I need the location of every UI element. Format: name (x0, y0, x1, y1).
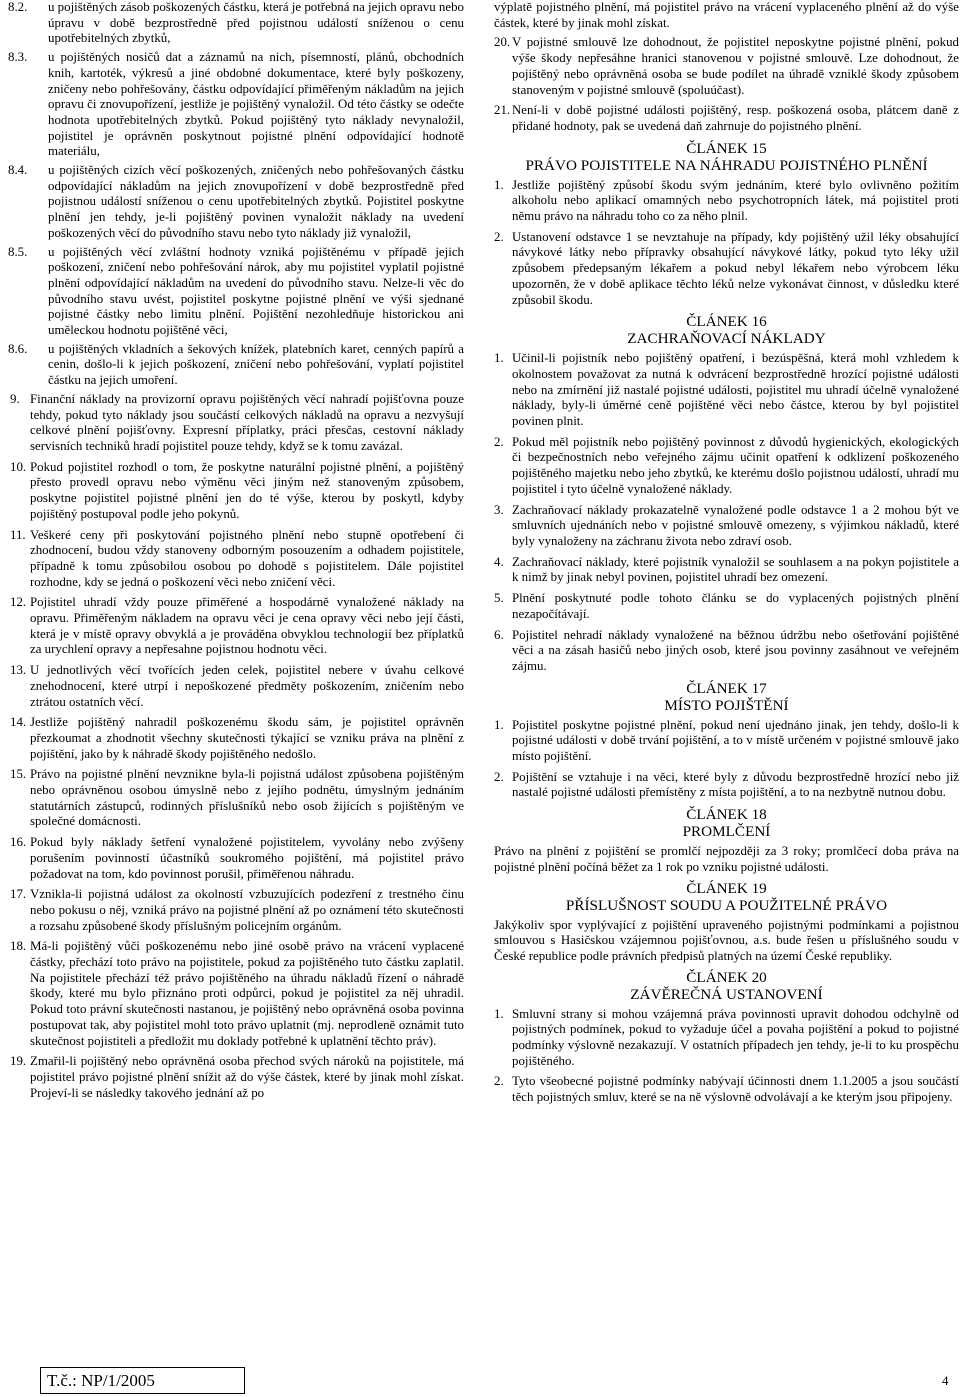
item-number: 19. (10, 1054, 27, 1069)
item-text: Tyto všeobecné pojistné podmínky nabývají účinnosti dnem 1.1.2005 a jsou součástí těch pojistných smluv, které se na ně výslovně odvolávají a ke kterým jsou připojeny. (512, 1074, 959, 1105)
item-text: Právo na pojistné plnění nevznikne byla-li pojistná událost způsobena pojištěným nebo oprávněnou osobou úmyslně nebo z jejího podnětu, úmyslným jednáním statutárních zástupců, rodinných příslušníků nebo osob žijících s pojištěným ve společné domácnosti. (30, 767, 464, 829)
item-number: 8.3. (8, 50, 28, 65)
article-header (494, 680, 959, 714)
item-text: Plnění poskytnuté podle tohoto článku se do vyplacených pojistných plnění nezapočítávají. (512, 591, 959, 621)
article-header (494, 969, 959, 1003)
item-text: u pojištěných vkladních a šekových knížek, platebních karet, cenných papírů a cenin, došlo-li k jejich poškození, zničení nebo pohřešování, vyplatí pojistitel částku na jejich umoření. (48, 341, 464, 388)
item-text: u pojištěných zásob poškozených částku, která je potřebná na jejich opravu nebo úpravu v době bezprostředně před pojistnou událostí sníženou o cenu upotřebitelných zbytků, (48, 0, 464, 46)
clause (494, 1007, 959, 1070)
left-column (8, 0, 464, 1106)
sub-clause (8, 342, 464, 389)
item-number: 1. (494, 1006, 504, 1021)
sub-clause (8, 0, 464, 47)
item-number: 1. (494, 351, 504, 366)
item-number: 6. (494, 627, 504, 642)
item-text: Není-li v době pojistné události pojištěný, resp. poškozená osoba, plátcem daně z přidané hodnoty, pak se uvedená daň zahrnuje do pojistného plnění. (512, 103, 959, 133)
item-text: Zachraňovací náklady prokazatelně vynaložené podle odstavce 1 a 2 mohou být ve smluvních ujednáních nebo v pojistné smlouvě omezeny, s výjimkou nákladů, které byly vynaloženy na záchranu života nebo zdraví osob. (512, 502, 959, 548)
item-number: 18. (10, 939, 27, 954)
clause (494, 628, 959, 675)
item-text: Má-li pojištěný vůči poškozenému nebo jiné osobě právo na vrácení vyplacené částky, přechází toto právo na pojistitele, pokud za pojištěného tuto částku zaplatil. Na pojistitele přechází též právo pojištěného na úhradu nákladů řízení o náhradě škody, které mu bylo přiznáno proti odpůrci, pokud je pojistitel za něj uhradil. Pokud toto právní skutečnosti nastanou, je pojištěný nebo oprávněná osoba povinna postupovat tak, aby pojistitel mohl toto právo uplatnit (mj. neprodleně oznámit tuto skutečnost pojistiteli a předložit mu doklady potřebné k uplatnění těchto práv). (30, 939, 464, 1048)
clause (8, 1054, 464, 1101)
right-column (494, 0, 959, 1111)
article-number: ČLÁNEK 16 (686, 313, 767, 331)
article-paragraph: Jakýkoliv spor vyplývající z pojištění upraveného pojistnými podmínkami a pojistnou smlouvou s Hasičskou vzájemnou pojišťovnou, a.s. bude řešen u příslušného soudu v České republice podle právních předpisů platných na území České republiky. (494, 917, 959, 963)
clause (494, 230, 959, 309)
item-text: U jednotlivých věcí tvořících jeden celek, pojistitel nebere v úvahu celkové znehodnocení, které utrpí i nepoškozené předměty poškozením, zničením nebo ztrátou ostatních věcí. (30, 663, 464, 709)
clause (8, 392, 464, 455)
clause (8, 595, 464, 658)
item-text: Zachraňovací náklady, které pojistník vynaložil se souhlasem a na pokyn pojistitele a k nimž by jinak nebyl povinen, pojistitel uhradí bez omezení. (512, 554, 959, 585)
continued-paragraph: výplatě pojistného plnění, má pojistitel právo na vrácení vyplaceného plnění až do výše částek, které by jinak mohl získat. (494, 0, 959, 30)
article-paragraph: Právo na plnění z pojištění se promlčí nejpozději za 3 roky; promlčecí doba práva na pojistné plnění počíná běžet za 1 rok po vzniku pojistné události. (494, 844, 959, 874)
item-text: Učinil-li pojistník nebo pojištěný opatření, i bezúspěšná, která mohl vzhledem k okolnostem považovat za nutná k odvrácení bezprostředně hrozící pojistné události nebo na zmírnění již nastalé pojistné události, pojistitel mu uhradí účelně vynaložené náklady, byly-li úměrné ceně pojištěné věci nebo částce, kterou by byl pojistitel povinen plnit. (512, 351, 959, 429)
article-number: ČLÁNEK 18 (686, 806, 767, 824)
clause (494, 770, 959, 801)
item-number: 1. (494, 177, 504, 192)
item-number: 4. (494, 554, 504, 569)
clause (8, 939, 464, 1049)
clause (8, 715, 464, 762)
clause (8, 663, 464, 710)
item-number: 17. (10, 887, 27, 902)
item-text: Pojistitel poskytne pojistné plnění, pokud není ujednáno jinak, jen tehdy, došlo-li k pojistné události v době trvání pojištění, a to v místě určeném v pojistné smlouvě jako místo pojištění. (512, 717, 959, 764)
article-number: ČLÁNEK 17 (686, 679, 767, 697)
item-text: Pojistitel uhradí vždy pouze přiměřené a hospodárně vynaložené náklady na opravu. Přiměřeným nákladem na opravu věci je cena opravy věci nebo její části, která je v místě opravy obvyklá a je prováděna obvyklou technologií bez příplatků za urychlení opravy a nepřesahne pojistnou hodnotu věci. (30, 595, 464, 657)
item-number: 15. (10, 767, 27, 782)
document-id-box (40, 1367, 245, 1394)
article-header (494, 806, 959, 840)
document-id: T.č.: NP/1/2005 (47, 1371, 155, 1390)
item-number: 20. (494, 35, 511, 50)
item-number: 8.5. (8, 244, 28, 259)
article-number: ČLÁNEK 19 (686, 879, 767, 897)
item-number: 3. (494, 502, 504, 517)
clause (494, 591, 959, 622)
item-number: 10. (10, 459, 27, 474)
item-text: u pojištěných nosičů dat a záznamů na nich, písemností, plánů, obchodních knih, kartoték, výkresů a jiné obdobné dokumentace, které byly poškozeny, zničeny nebo pohřešovány, částku odpovídající přiměřeným nákladům na jejich opravu či znovupořízení, jestliže je pojištěný vynaložil. Od této částky se odečte hodnota upotřebitelných zbytků. Pokud pojištěný tyto náklady nevynaložil, pojistitel je oprávněn poskytnout pojistné plnění odpovídající hodnotě materiálu, (48, 50, 464, 159)
item-text: Vznikla-li pojistná událost za okolností vzbuzujících podezření z trestného činu nebo pokusu o něj, vzniká právo na pojistné plnění až po oznámení této skutečnosti a rozsahu způsobené škody příslušným policejním orgánům. (30, 887, 464, 933)
item-number: 2. (494, 769, 504, 784)
item-number: 8.4. (8, 163, 28, 178)
item-number: 13. (10, 663, 27, 678)
page-number: 4 (942, 1373, 949, 1388)
clause (8, 767, 464, 830)
item-text: Jestliže pojištěný nahradil poškozenému škodu sám, je pojistitel oprávněn přezkoumat a zhodnotit všechny skutečnosti týkající se vzniku práva na plnění z pojištění, jako by k náhradě škody pojištěného nedošlo. (30, 715, 464, 761)
item-number: 5. (494, 591, 504, 606)
item-text: Ustanovení odstavce 1 se nevztahuje na případy, kdy pojištěný užil léky obsahující návykové látky nebo přípravky obsahující návykové látky, pokud tyto léky užil způsobem předepsaným lékařem a pokud nebyl lékařem nebo výrobcem léku upozorněn, že v době aplikace těchto léků nelze vykonávat činnost, v důsledku které způsobil škodu. (512, 229, 959, 307)
clause (8, 528, 464, 591)
item-number: 9. (10, 391, 20, 406)
article-number: ČLÁNEK 15 (686, 139, 767, 157)
item-number: 12. (10, 595, 27, 610)
clause (494, 503, 959, 550)
article-title: ZACHRAŇOVACÍ NÁKLADY (627, 330, 826, 348)
article-number: ČLÁNEK 20 (686, 968, 767, 986)
clause (494, 103, 959, 134)
item-number: 14. (10, 715, 27, 730)
item-text: V pojistné smlouvě lze dohodnout, že pojistitel neposkytne pojistné plnění, pokud výše škody nepřesáhne hranici stanovenou v pojistné smlouvě. Lze dohodnout, že pojištěný nebo oprávněná osoba se bude podílet na úhradě vzniklé škody způsobem stanoveným v pojistné smlouvě (spoluúčast). (512, 35, 959, 97)
item-number: 8.6. (8, 341, 28, 356)
item-number: 8.2. (8, 0, 28, 14)
article-title: PROMLČENÍ (682, 823, 771, 841)
item-number: 16. (10, 835, 27, 850)
item-text: Pojištění se vztahuje i na věci, které byly z důvodu bezprostředně hrozící nebo již nastalé pojistné události přemístěny z místa pojištění, a to na nezbytně nutnou dobu. (512, 769, 959, 800)
item-number: 11. (10, 527, 26, 542)
item-text: u pojištěných věcí zvláštní hodnoty vzniká pojištěnému v případě jejich poškození, zničení nebo pohřešování nárok, aby mu pojistitel vyplatil pojistné plnění odpovídající nákladům na uvedení do původního stavu. Nelze-li věc do původního stavu uvést, pojistitel poskytne pojistné plnění ve výši sjednané pojistné částky nebo limitu plnění. Pojištění nezohledňuje historickou ani uměleckou hodnotu pojištěné věci, (48, 244, 464, 338)
article-header (494, 140, 959, 174)
item-text: Jestliže pojištěný způsobí škodu svým jednáním, které bylo ovlivněno požitím alkoholu nebo aplikací omamných nebo psychotropních látek, má pojistitel proti němu právo na náhradu toho co za něho plnil. (512, 177, 959, 224)
clause (8, 835, 464, 882)
item-text: Pokud měl pojistník nebo pojištěný povinnost z důvodů hygienických, ekologických či bezpečnostních nebo veřejného zájmu učinit opatření k odklizení poškozeného pojištěného majetku nebo jeho zbytků, ke kterému došlo pojistnou událostí, uhradí mu pojistitel i tyto účelně vynaložené náklady. (512, 434, 959, 496)
article-header (494, 313, 959, 347)
clause (494, 178, 959, 225)
item-number: 2. (494, 1074, 504, 1089)
item-text: Veškeré ceny při poskytování pojistného plnění nebo stupně opotřebení či zhodnocení, budou vždy stanoveny odborným posouzením a odhadem pojistitele, případně k tomu způsobilou osobou po dohodě s pojistitelem. Dále pojistitel rozhodne, kdy se jedná o poškození věci nebo zničení věci. (30, 527, 464, 589)
item-text: Pokud byly náklady šetření vynaložené pojistitelem, vyvolány nebo zvýšeny porušením povinností účastníků soukromého pojištění, má pojistitel právo požadovat na tom, kdo povinnost porušil, přiměřenou náhradu. (30, 835, 464, 881)
clause (8, 887, 464, 934)
clause (494, 35, 959, 98)
article-title: PRÁVO POJISTITELE NA NÁHRADU POJISTNÉHO PLNĚNÍ (525, 156, 928, 174)
sub-clause (8, 163, 464, 242)
item-number: 21. (494, 103, 511, 118)
article-title: ZÁVĚREČNÁ USTANOVENÍ (630, 985, 823, 1003)
item-number: 2. (494, 434, 504, 449)
item-text: Pokud pojistitel rozhodl o tom, že poskytne naturální pojistné plnění, a pojištěný přesto provedl opravu nebo výměnu věci jiným než stanoveným způsobem, poskytne pojistitel pojistné plnění jen do té výše, kterou by poskytl, kdyby pojištěný postupoval podle jeho pokynů. (30, 459, 464, 521)
item-text: Zmařil-li pojištěný nebo oprávněná osoba přechod svých nároků na pojistitele, má pojistitel právo pojistné plnění snížit až do výše částek, které by jinak mohl získat. Projeví-li se následky takového jednání až po (30, 1054, 464, 1100)
sub-clause (8, 245, 464, 339)
clause (8, 460, 464, 523)
clause (494, 555, 959, 586)
item-text: Finanční náklady na provizorní opravu pojištěných věcí nahradí pojišťovna pouze tehdy, pokud tyto náklady jsou součástí celkových nákladů na opravu a nezvyšují celkové plnění pojišťovny. Expresní příplatky, práci přesčas, cestovní náklady servisních techniků hradí pojistitel pouze tehdy, když se k tomu zavázal. (30, 391, 464, 453)
item-number: 2. (494, 229, 504, 244)
article-title: MÍSTO POJIŠTĚNÍ (664, 696, 789, 714)
item-text: u pojištěných cizích věcí poškozených, zničených nebo pohřešovaných částku odpovídající nákladům na jejich znovupořízení v době bezprostředně před pojistnou událostí sníženou o cenu upotřebitelných zbytků. Pojistitel poskytne plnění jen tehdy, je-li pojištěný povinen vynaložit náklady na uvedení poškozených věcí do původního stavu nebo tyto náklady již vynaložil, (48, 163, 464, 240)
clause (494, 351, 959, 430)
clause (494, 435, 959, 498)
clause (494, 1074, 959, 1105)
article-title: PŘÍSLUŠNOST SOUDU A POUŽITELNÉ PRÁVO (565, 896, 888, 914)
article-header (494, 880, 959, 914)
item-text: Pojistitel nehradí náklady vynaložené na běžnou údržbu nebo ošetřování pojištěné věci a na zásah hasičů nebo jiných osob, které jsou povinny zasáhnout ve veřejném zájmu. (512, 627, 959, 673)
sub-clause (8, 50, 464, 160)
item-text: Smluvní strany si mohou vzájemná práva povinnosti upravit dohodou odchylně od pojistných podmínek, pokud to vyžaduje účel a povaha pojištění a pokud to pojistné podmínky výslovně nezakazují. V ostatních případech jen tehdy, je-li to ku prospěchu pojištěného. (512, 1006, 959, 1068)
clause (494, 718, 959, 765)
item-number: 1. (494, 717, 504, 732)
